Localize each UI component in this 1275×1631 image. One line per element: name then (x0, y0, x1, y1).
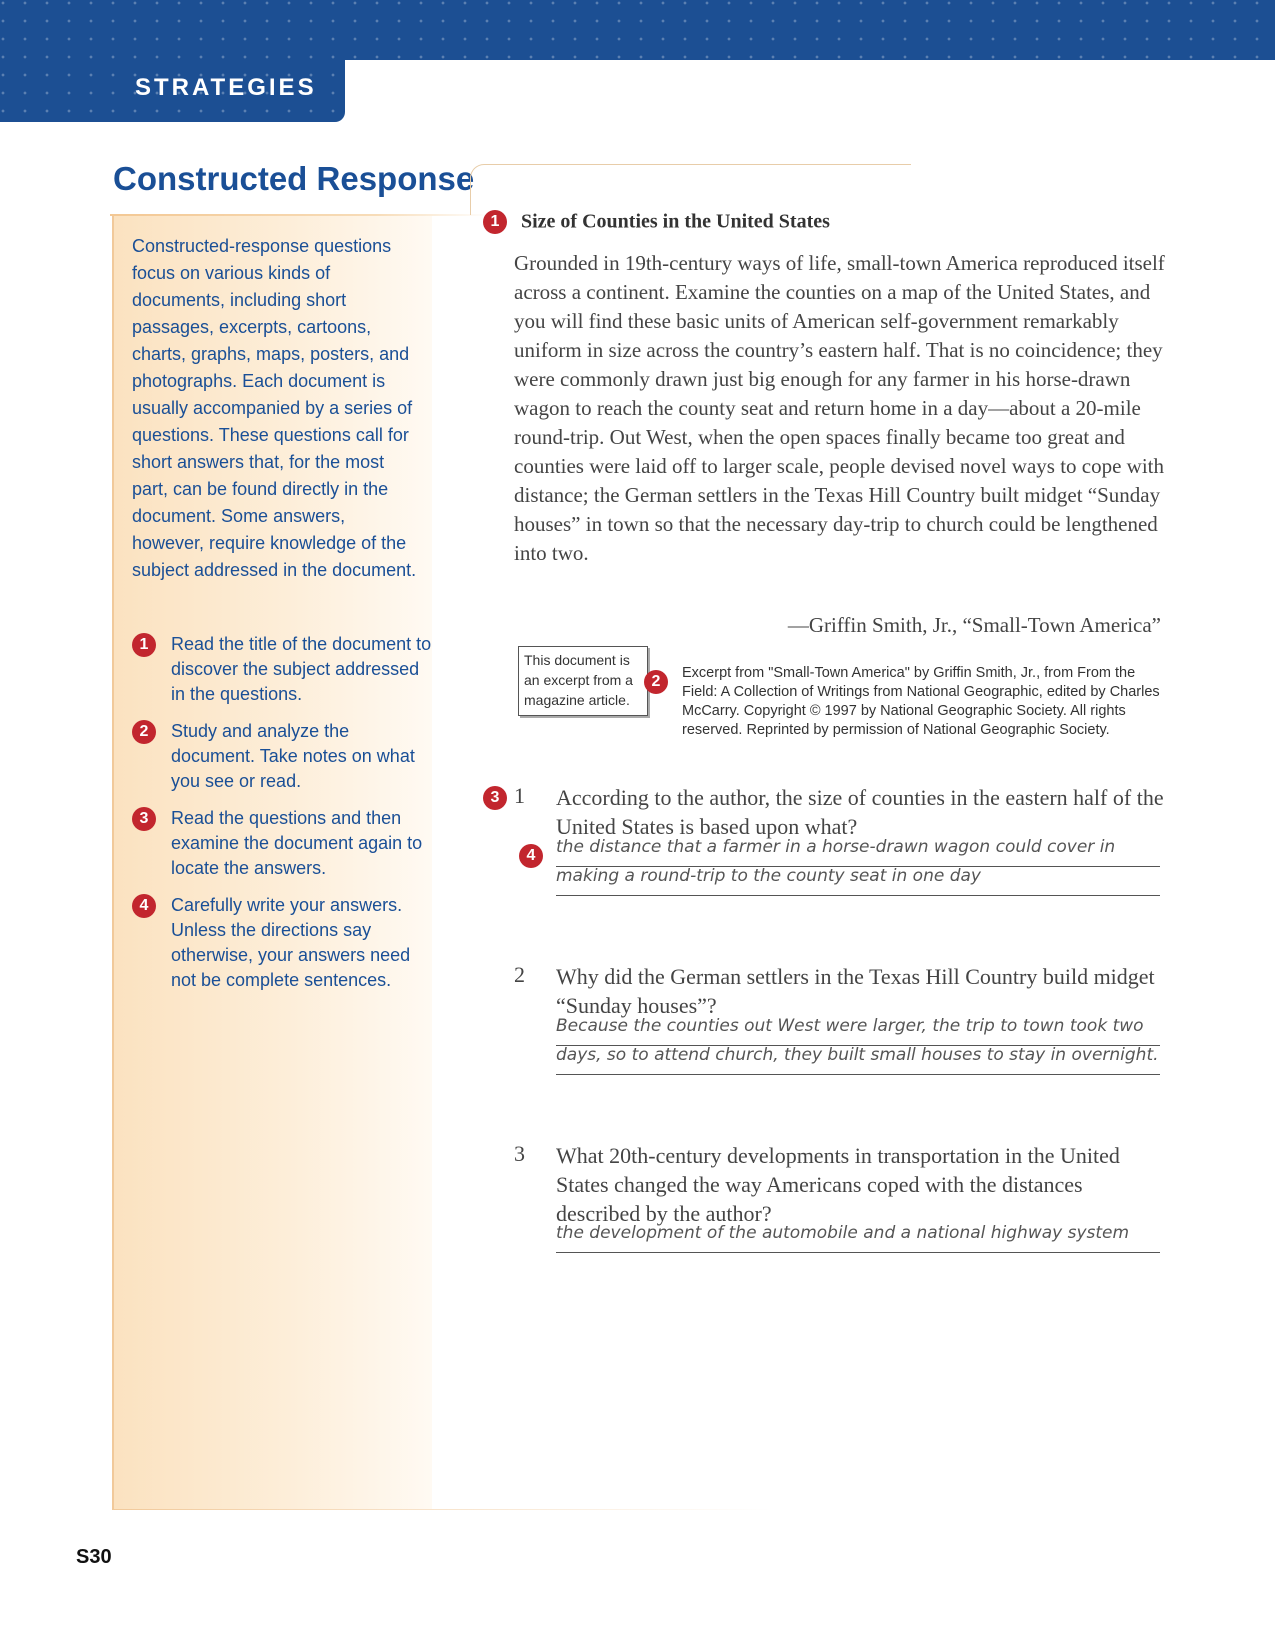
step-text: Read the questions and then examine the document again to locate the answers. (171, 808, 423, 878)
step-number-badge: 1 (132, 633, 156, 657)
answer-badge: 4 (519, 844, 543, 868)
strategy-step (132, 719, 432, 794)
answer-line: Because the counties out West were larger, the trip to town took two (556, 1016, 1160, 1046)
document-passage: Grounded in 19th-century ways of life, small-town America reproduced itself across a continent. Examine the counties on a map of the United States, and you will find these basic units of American self-government remarkably uniform in size across the country’s eastern half. That is no coincidence; they were commonly drawn just big enough for any farmer in his horse-drawn wagon to reach the county seat and return home in a day—about a 20-mile round-trip. Out West, when the open spaces finally became too great and counties were laid off to larger scale, people devised novel ways to cope with distance; the German settlers in the Texas Hill Country built midget “Sunday houses” in town so that the necessary day-trip to church could be lengthened into two. (514, 251, 1165, 565)
question-number: 2 (514, 962, 525, 987)
document-title: Size of Counties in the United States (521, 210, 830, 233)
question-2 (483, 962, 1183, 1102)
document-heading (483, 210, 830, 234)
page-title: Constructed Response (113, 160, 475, 197)
step-text: Carefully write your answers. Unless the directions say otherwise, your answers need not be complete sentences. (171, 895, 411, 990)
answer-line: making a round-trip to the county seat in one day (556, 866, 1160, 896)
step-number-badge: 2 (132, 720, 156, 744)
answer-line: the development of the automobile and a national highway system (556, 1223, 1160, 1253)
question-text: Why did the German settlers in the Texas Hill Country build midget “Sunday houses”? (556, 964, 1155, 1018)
section-tab (0, 0, 345, 122)
question-3 (483, 1141, 1183, 1281)
answer-line: days, so to attend church, they built small houses to stay in overnight. (556, 1045, 1160, 1075)
step-text: Study and analyze the document. Take notes on what you see or read. (171, 721, 415, 791)
sidebar-bottom-rule (112, 1509, 772, 1510)
excerpt-credit: Excerpt from "Small-Town America" by Griffin Smith, Jr., from From the Field: A Collection of Writings from National Geographic, edited by Charles McCarry. Copyright © 1997 by National Geographic Society. All rights reserved. Reprinted by permission of National Geographic Society. (682, 665, 1160, 738)
step-number-badge: 4 (132, 894, 156, 918)
question-1 (483, 783, 1183, 923)
page-number: S30 (76, 1546, 112, 1568)
question-number: 3 (514, 1141, 525, 1166)
strategy-steps (132, 632, 432, 1005)
question-text: What 20th-century developments in transportation in the United States changed the way Americans coped with the distances described by the author? (556, 1143, 1120, 1226)
question-text: According to the author, the size of counties in the eastern half of the United States is based upon what? (556, 785, 1164, 839)
callout-note: This document is an excerpt from a magazine article. (518, 646, 648, 716)
strategy-step (132, 632, 432, 707)
section-tab-label: STRATEGIES (135, 74, 317, 101)
step-text: Read the title of the document to discover the subject addressed in the questions. (171, 634, 432, 704)
step-number-badge: 3 (132, 807, 156, 831)
question-number: 1 (514, 783, 525, 808)
answer-line: the distance that a farmer in a horse-drawn wagon could cover in (556, 837, 1160, 867)
sidebar-intro: Constructed-response questions focus on various kinds of documents, including short passages, excerpts, cartoons, charts, graphs, maps, posters, and photographs. Each document is usually accompanied by a series of questions. These questions call for short answers that, for the most part, can be found directly in the document. Some answers, however, require knowledge of the subject addressed in the document. (132, 236, 417, 580)
question-badge: 3 (483, 786, 507, 810)
document-bracket (470, 164, 911, 215)
strategy-step (132, 806, 432, 881)
strategy-step (132, 893, 432, 993)
document-badge: 1 (483, 210, 507, 234)
callout-badge: 2 (644, 670, 668, 694)
document-attribution: —Griffin Smith, Jr., “Small-Town America” (787, 613, 1161, 637)
